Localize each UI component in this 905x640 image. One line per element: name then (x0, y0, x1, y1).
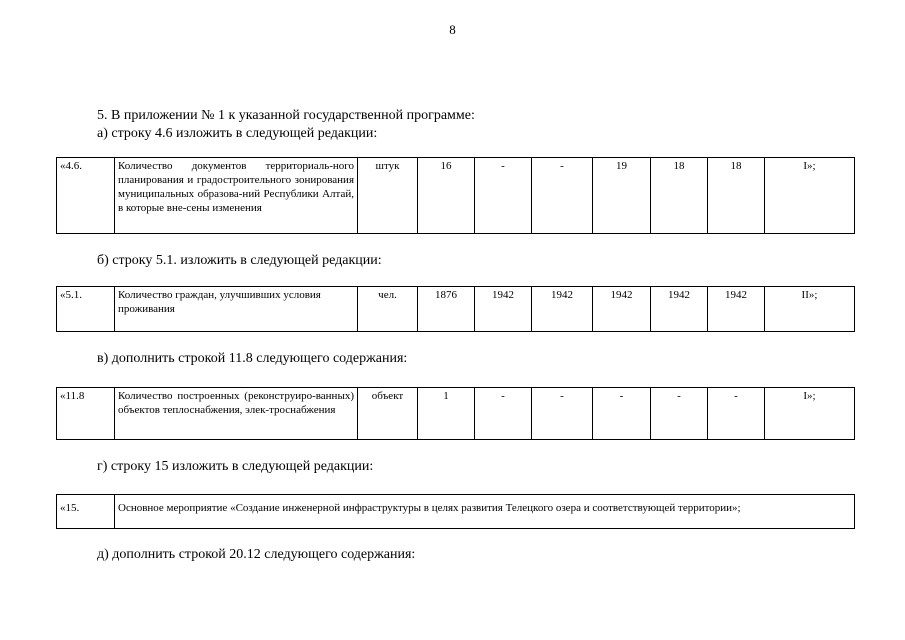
page-number: 8 (449, 22, 456, 37)
value-cell: 1942 (651, 287, 708, 332)
row-number: «11.8 (57, 388, 115, 440)
unit-cell: объект (358, 388, 418, 440)
unit-cell: чел. (358, 287, 418, 332)
value-cell: 1942 (475, 287, 532, 332)
table-row (57, 158, 855, 234)
table-row (57, 388, 855, 440)
value-cell: - (593, 388, 651, 440)
table-row-15 (56, 494, 855, 529)
table-row (57, 287, 855, 332)
value-cell: 1876 (418, 287, 475, 332)
value-cell: - (475, 158, 532, 234)
value-cell: - (532, 388, 593, 440)
indicator-name: Количество граждан, улучшивших условия проживания (115, 287, 358, 332)
activity-name: Основное мероприятие «Создание инженерной инфраструктуры в целях развития Телецкого озера и соответствующей территории»; (115, 495, 855, 529)
value-cell: 18 (708, 158, 765, 234)
table-row-11-8 (56, 387, 855, 440)
table-row (57, 495, 855, 529)
value-cell: 1942 (593, 287, 651, 332)
value-cell: - (532, 158, 593, 234)
value-cell: 16 (418, 158, 475, 234)
last-cell: I»; (765, 388, 855, 440)
unit-cell: штук (358, 158, 418, 234)
paragraph-d: д) дополнить строкой 20.12 следующего содержания: (97, 547, 416, 562)
row-number: «4.6. (57, 158, 115, 234)
value-cell: 19 (593, 158, 651, 234)
value-cell: - (475, 388, 532, 440)
last-cell: II»; (765, 287, 855, 332)
paragraph-g: г) строку 15 изложить в следующей редакции: (97, 459, 374, 474)
paragraph-5: 5. В приложении № 1 к указанной государственной программе: (97, 108, 475, 123)
paragraph-a: а) строку 4.6 изложить в следующей редакции: (97, 126, 378, 141)
value-cell: 18 (651, 158, 708, 234)
row-number: «15. (57, 495, 115, 529)
value-cell: 1942 (532, 287, 593, 332)
paragraph-b: б) строку 5.1. изложить в следующей редакции: (97, 253, 382, 268)
value-cell: - (651, 388, 708, 440)
value-cell: 1 (418, 388, 475, 440)
paragraph-v: в) дополнить строкой 11.8 следующего содержания: (97, 351, 408, 366)
value-cell: 1942 (708, 287, 765, 332)
indicator-name: Количество построенных (реконструиро-ванных) объектов теплоснабжения, элек-троснабжения (115, 388, 358, 440)
table-row-5-1 (56, 286, 855, 332)
table-row-4-6 (56, 157, 855, 234)
row-number: «5.1. (57, 287, 115, 332)
last-cell: I»; (765, 158, 855, 234)
indicator-name: Количество документов территориаль-ного планирования и градостроительного зонирования муниципальных образова-ний Республики Алтай, в которые вне-сены изменения (115, 158, 358, 234)
value-cell: - (708, 388, 765, 440)
